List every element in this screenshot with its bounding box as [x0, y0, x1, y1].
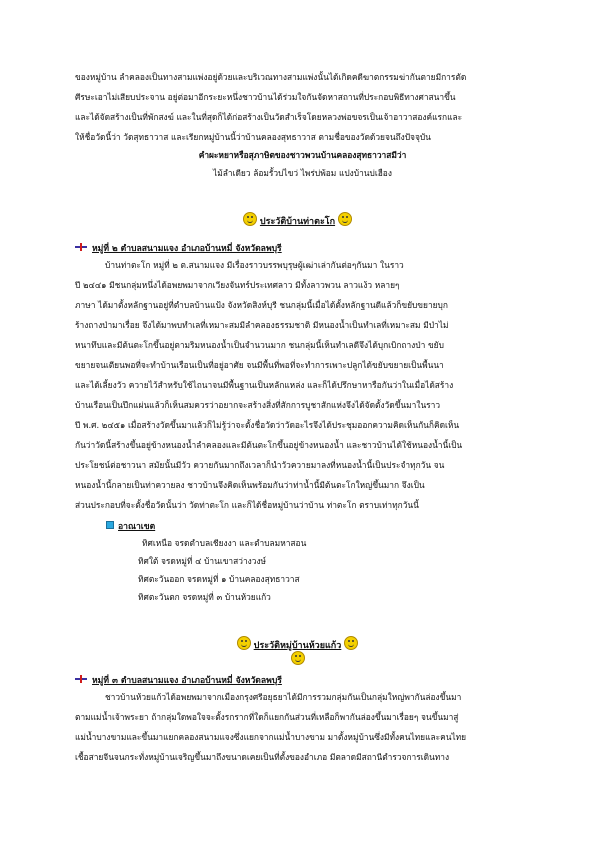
village-subheading-text: หมู่ที่ ๓ ตำบลสนามแจง อำเภอบ้านหมี่ จังหวัดลพบุรี: [92, 676, 282, 686]
intro-line: และได้จัดสร้างเป็นที่พักสงฆ์ และในที่สุดก็ได้ก่อสร้างเป็นวัดสำเร็จโดยหลวงพ่อขจรเป็นเจ้าอาวาสองค์แรกและ: [75, 112, 463, 122]
body-line: ขยายจนเตียนพอที่จะทำบ้านเรือนเป็นที่อยู่อาศัย จนมีพื้นที่พอที่จะทำการเพาะปลูกได้ขยับขยายเป็นพื้นนา: [75, 360, 444, 370]
village-subheading: [75, 241, 282, 255]
boundary-west: ทิศตะวันตก จรดหมู่ที่ ๓ บ้านห้วยแก้ว: [138, 592, 271, 602]
body-line: หนองน้ำนี้กลายเป็นท่าควายลง ชาวบ้านจึงคิดเห็นพร้อมกันว่าท่าน้ำนี้มีต้นตะโกใหญ่ขึ้นมาก จึงเป็น: [75, 480, 425, 490]
village-subheading-text: หมู่ที่ ๒ ตำบลสนามแจง อำเภอบ้านหมี่ จังหวัดลพบุรี: [92, 244, 282, 254]
proverb-title: คำผะหยาหรือสุภาษิตของชาวพวนบ้านคลองสุทธาวาสมีว่า: [198, 150, 407, 160]
body-line: ปี ๒๔๔๑ มีชนกลุ่มหนึ่งได้อพยพมาจากเวียงจันทร์ประเทศลาว มีทั้งลาวพวน ลาวแง้ว หลายๆ: [75, 280, 400, 290]
pushpin-icon: [75, 675, 89, 683]
body-line: เชื้อสายจีนจนกระทั่งหมู่บ้านเจริญขึ้นมาถึงขนาดเคยเป็นที่ตั้งของอำเภอ มีตลาดมีสถานีตำรวจการเดินทาง: [75, 752, 450, 762]
smiley-icon: [237, 636, 251, 650]
boundary-east: ทิศตะวันออก จรดหมู่ที่ ๑ บ้านคลองสุทธาวาส: [138, 574, 300, 584]
section-heading-tha-tako: [0, 212, 595, 228]
proverb-text: ไม้ลำเดียว ล้อมรั้วบ่ไขว่ ไพร่บ่พ้อม แปงบ้านบ่เฮือง: [213, 168, 392, 178]
smiley-icon: [338, 212, 352, 226]
body-line: ภาษา ได้มาตั้งหลักฐานอยู่ที่ตำบลบ้านแป้ง จังหวัดสิงห์บุรี ชนกลุ่มนี้เมื่อได้ตั้งหลักฐานดีแล้วก็ขยับขยายบุก: [75, 300, 448, 310]
intro-line: ศีรษะเอาไม่เสียบประจาน อยู่ต่อมาอีกระยะหนึ่งชาวบ้านได้ร่วมใจกันจัดหาสถานที่ประกอบพิธีทางศาสนาขึ้น: [75, 92, 456, 102]
body-line: และได้เลี้ยงวัว ควายไว้สำหรับใช้ไถนาจนมีพื้นฐานเป็นหลักแหล่ง และก็ได้ปรึกษาหารือกันว่าในเมื่อได้สร้าง: [75, 380, 454, 390]
body-line: แม่น้ำบางขามและขึ้นมาแยกคลองสนามแจงซึ่งแยกจากแม่น้ำบางขาม มาตั้งหมู่บ้านซึ่งมีทั้งคนไทยและคนไทย: [75, 732, 467, 742]
boundary-north: ทิศเหนือ จรดตำบลเชียงงา และตำบลมหาสอน: [142, 538, 307, 548]
boundary-south: ทิศใต้ จรดหมู่ที่ ๔ บ้านเขาสว่างวงษ์: [138, 556, 267, 566]
section-heading-huai-kaeo: [0, 636, 595, 652]
intro-line: ของหมู่บ้าน ลำคลองเป็นทางสามแพ่งอยู่ด้วยและบริเวณทางสามแพ่งนั้นได้เกิดคดีฆาตกรรมฆ่ากันตายมีการตัด: [75, 72, 467, 82]
body-line: ส่วนประกอบที่จะตั้งชื่อวัดนั้นว่า วัดท่าตะโก และก็ได้ชื่อหมู่บ้านว่าบ้าน ท่าตะโก ตราบเท่าทุกวันนี้: [75, 500, 419, 510]
body-line: หนาทึบและมีต้นตะโกขึ้นอยู่ตามริมหนองน้ำเป็นจำนวนมาก ชนกลุ่มนี้เห็นทำเลดีจึงได้บุกเบิกถางป่า ขยับ: [75, 340, 444, 350]
body-line: ประโยชน์ต่อชาวนา สมัยนั้นมีวัว ควายกันมากถึงเวลาก็นำวัวควายมาลงที่หนองน้ำนี้เป็นประจำทุกวัน จน: [75, 460, 445, 470]
smiley-icon: [243, 212, 257, 226]
heading-ornament: [0, 651, 595, 666]
body-line: บ้านเรือนเป็นปึกแผ่นแล้วก็เห็นสมควรว่าอยากจะสร้างสิ่งที่สักการบูชาสักแห่งจึงได้จัดตั้งวัดขึ้นมาในราว: [75, 400, 441, 410]
section-heading-text: ประวัติบ้านท่าตะโก: [259, 217, 336, 227]
pushpin-icon: [75, 243, 89, 251]
intro-line: ให้ชื่อวัดนี้ว่า วัดสุทธาวาส และเรียกหมู่บ้านนี้ว่าบ้านคลองสุทธาวาส ตามชื่อของวัดด้วยจนถึงปัจจุบัน: [75, 132, 431, 142]
body-line: ปี พ.ศ. ๒๔๕๑ เมื่อสร้างวัดขึ้นมาแล้วก็ไม่รู้ว่าจะตั้งชื่อวัดว่าวัดอะไรจึงได้ประชุมออกความคิดเห็นกันก็คิดเห็น: [75, 420, 460, 430]
body-line: ชาวบ้านห้วยแก้วได้อพยพมาจากเมืองกรุงศรีอยุธยาได้มีการรวมกลุ่มกันเป็นกลุ่มใหญ่พากันล่องขึ้นมา: [105, 692, 462, 702]
smiley-icon: [344, 636, 358, 650]
section-heading-text: ประวัติหมู่บ้านห้วยแก้ว: [253, 641, 342, 651]
body-line: บ้านท่าตะโก หมู่ที่ ๒ ต.สนามแจง มีเรื่องราวบรรพบุรุษผู้เฒ่าเล่ากันต่อๆกันมา ในราว: [105, 260, 404, 270]
boundary-label-text: อาณาเขต: [118, 522, 156, 532]
smiley-icon: [291, 651, 305, 665]
body-line: กันว่าวัดนี้สร้างขึ้นอยู่ข้างหนองน้ำลำคลองและมีต้นตะโกขึ้นอยู่ข้างหนองน้ำ และชาวบ้านได้ใช้หนองน้ำนี้เป็น: [75, 440, 463, 450]
body-line: ตามแม่น้ำเจ้าพระยา ถ้ากลุ่มใดพอใจจะตั้งรกรากที่ใดก็แยกกันส่วนที่เหลือก็พากันล่องขึ้นมาเรื่อยๆ จนขึ้นมาสู่: [75, 712, 459, 722]
boundary-label: [106, 519, 155, 533]
square-bullet-icon: [106, 521, 114, 529]
village-subheading: [75, 673, 282, 687]
body-line: ร้างถางป่ามาเรื่อย จึงได้มาพบทำเลที่เหมาะสมมีลำคลองธรรมชาติ มีหนองน้ำเป็นทำเลที่เหมาะสม มีป่าไม่: [75, 320, 449, 330]
